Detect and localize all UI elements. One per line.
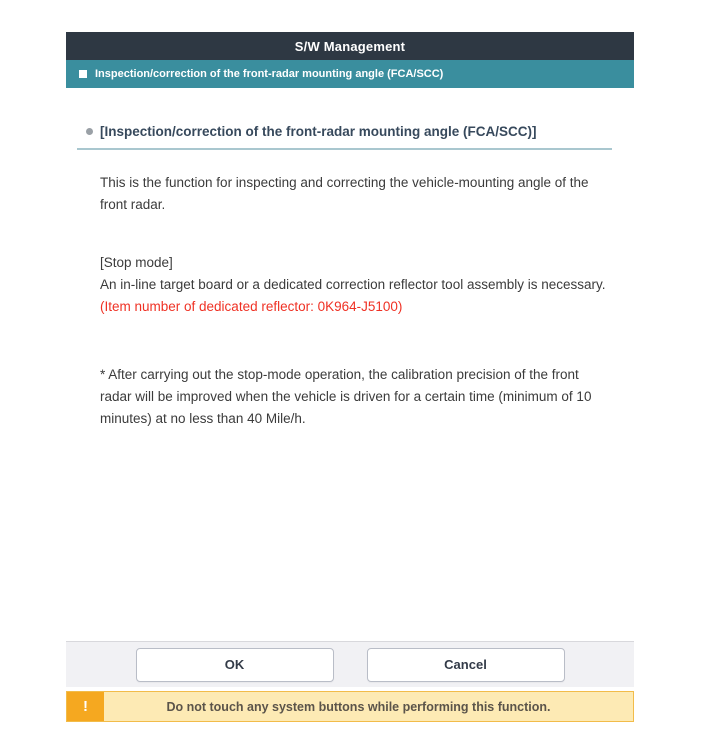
- function-subheader-label: Inspection/correction of the front-radar mounting angle (FCA/SCC): [95, 68, 444, 80]
- item-number-note: (Item number of dedicated reflector: 0K964-J5100): [100, 299, 403, 314]
- button-bar: [66, 641, 634, 687]
- description-text: [100, 172, 612, 430]
- stop-mode-label: [Stop mode]: [100, 255, 173, 270]
- section-heading: [Inspection/correction of the front-radar mounting angle (FCA/SCC)]: [100, 124, 537, 139]
- dot-bullet-icon: [86, 128, 93, 135]
- exclamation-icon: !: [67, 692, 104, 721]
- section-heading-underline: [77, 148, 612, 150]
- ok-button[interactable]: OK: [136, 648, 334, 682]
- section-heading-row: [86, 124, 634, 139]
- cancel-button[interactable]: Cancel: [367, 648, 565, 682]
- dialog-titlebar: [66, 32, 634, 60]
- warning-banner: [66, 691, 634, 722]
- sw-management-dialog: [66, 32, 634, 722]
- function-subheader: [66, 60, 634, 88]
- intro-paragraph: This is the function for inspecting and correcting the vehicle-mounting angle of the front radar.: [100, 175, 589, 212]
- warning-message: Do not touch any system buttons while performing this function.: [166, 699, 551, 714]
- dialog-body: [66, 88, 634, 641]
- dialog-title: S/W Management: [294, 38, 406, 54]
- stop-mode-block: [100, 252, 612, 318]
- drive-calibration-note: * After carrying out the stop-mode operation, the calibration precision of the front radar will be improved when the vehicle is driven for a certain time (minimum of 10 minutes) at no less than 40 Mile/h.: [100, 367, 592, 426]
- stop-mode-text: An in-line target board or a dedicated correction reflector tool assembly is necessary.: [100, 277, 606, 292]
- square-bullet-icon: [79, 70, 87, 78]
